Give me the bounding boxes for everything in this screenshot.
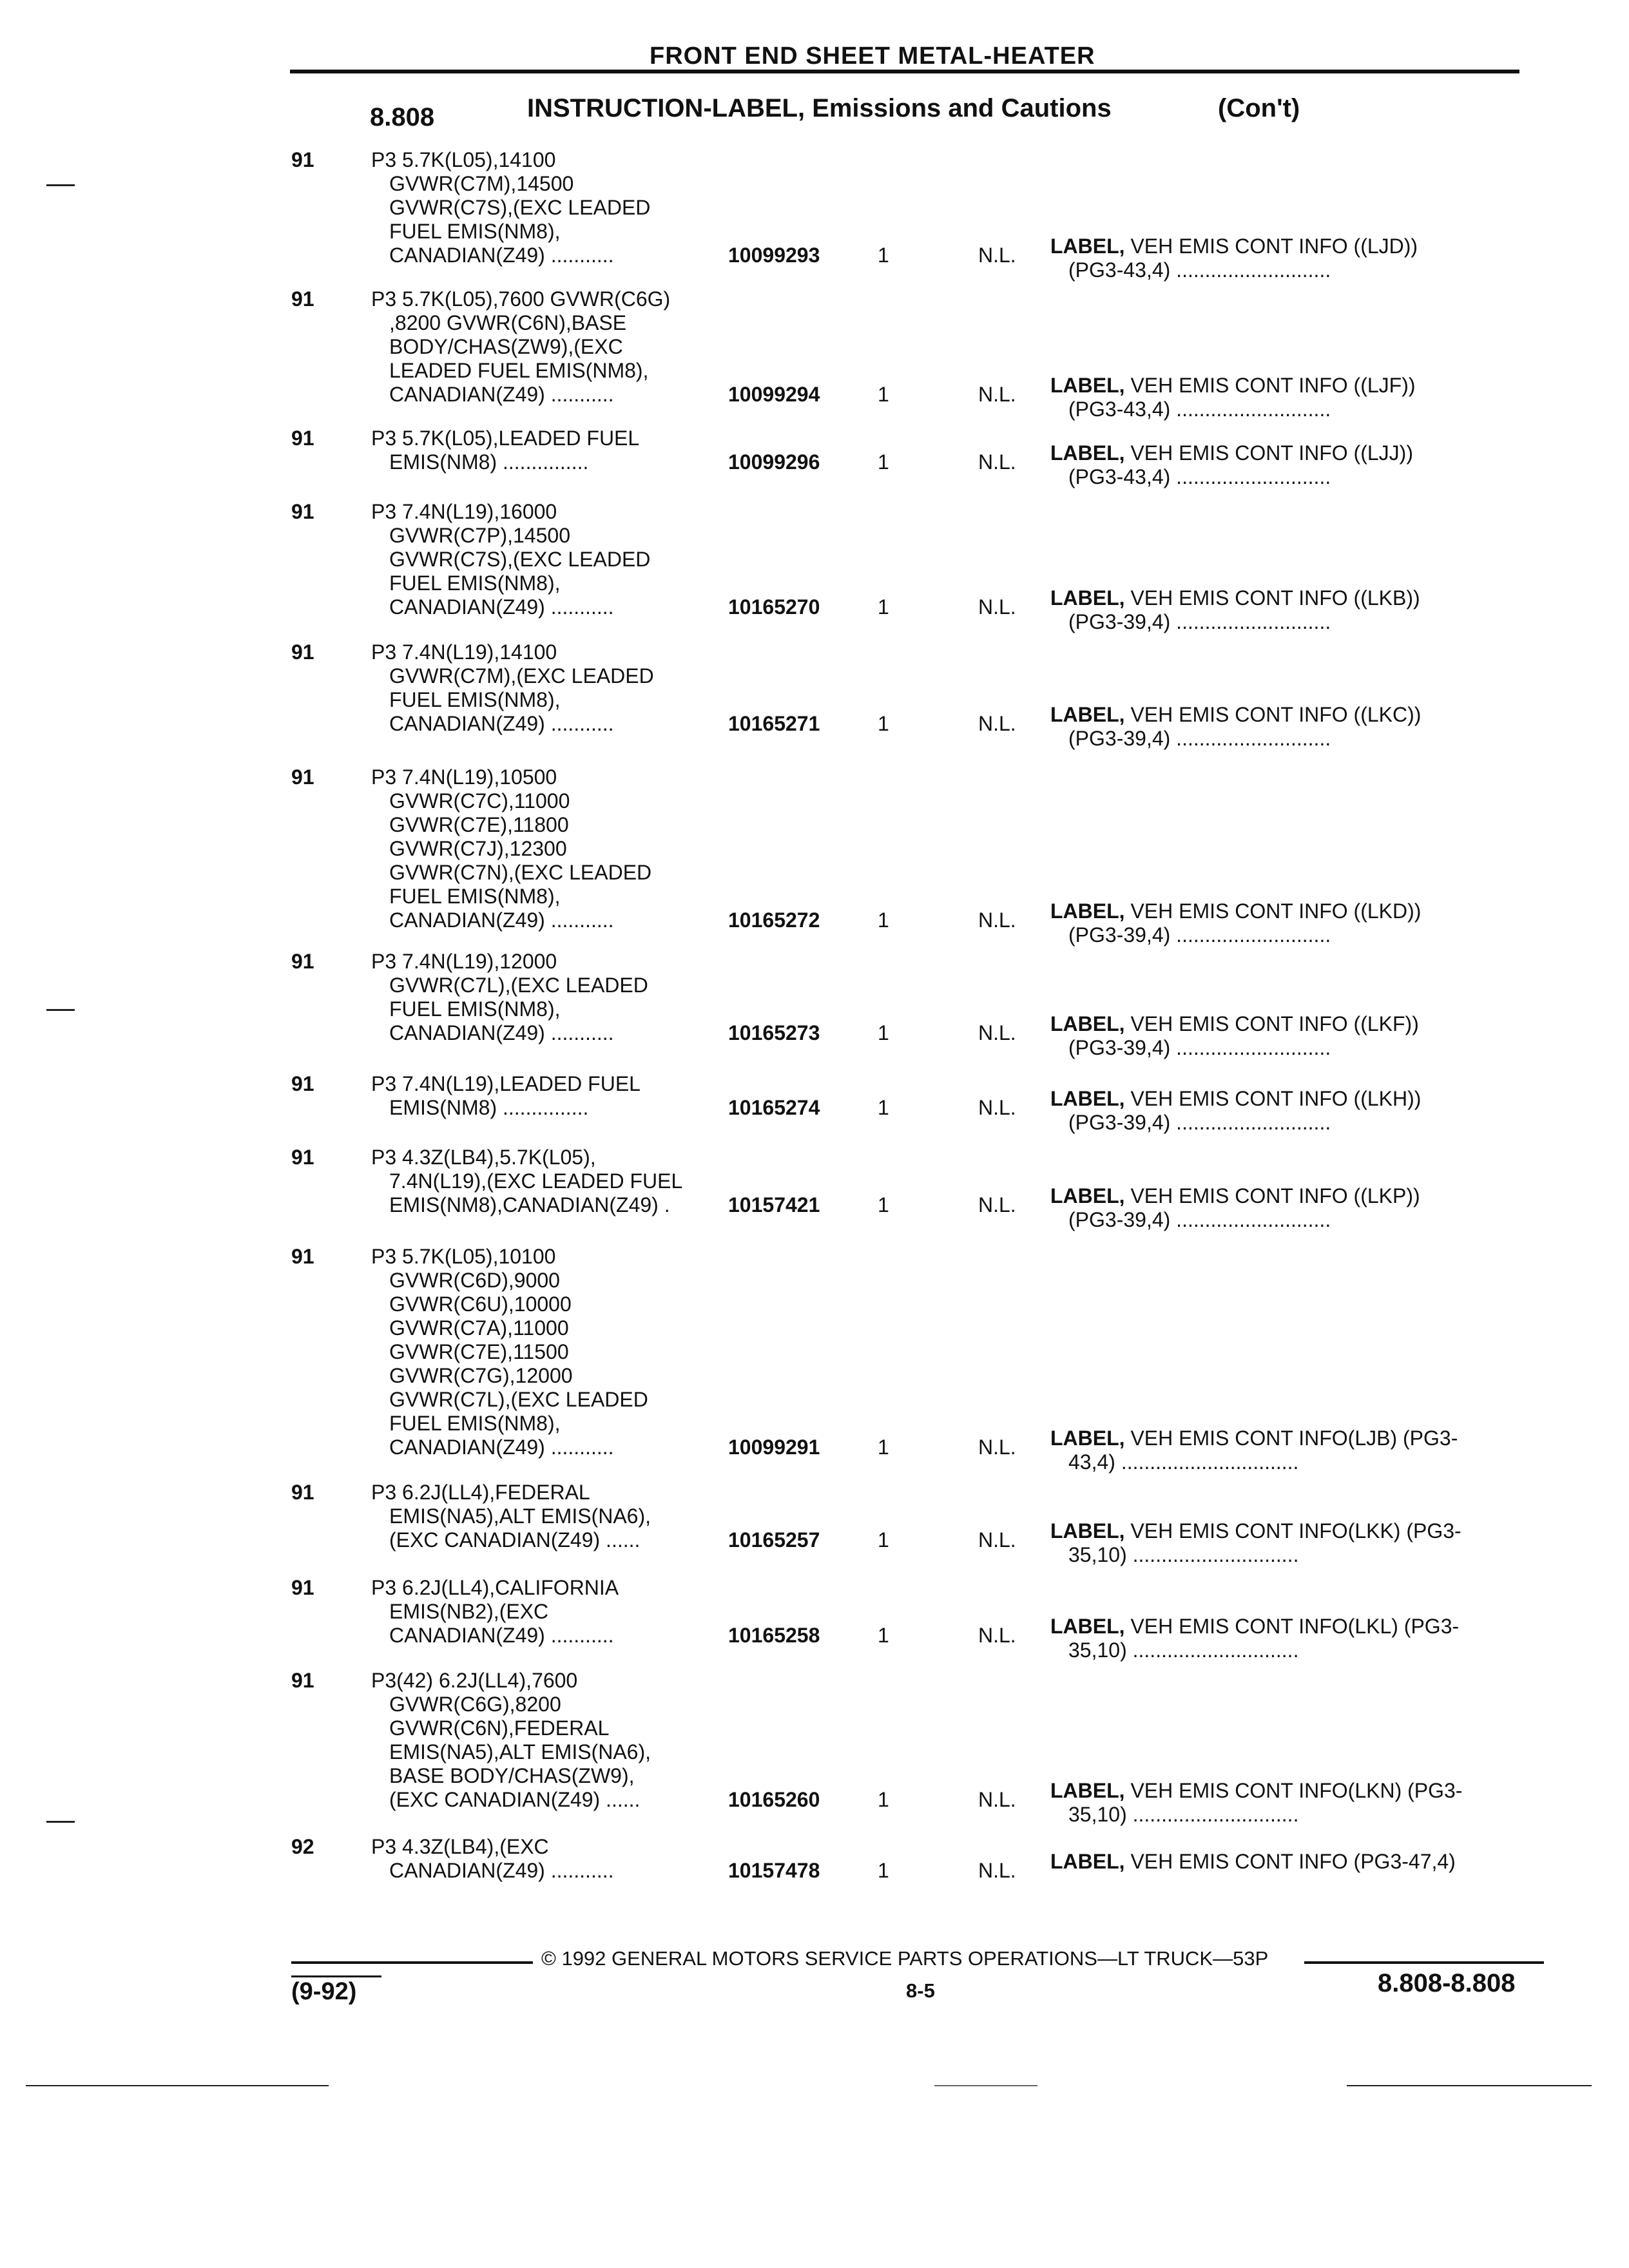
entry-label <box>1050 1519 1461 1567</box>
entry-part-number: 10165258 <box>728 1624 820 1647</box>
label-keyword: LABEL, <box>1050 703 1125 726</box>
label-line <box>1050 441 1413 465</box>
entry-quantity: 1 <box>878 908 889 932</box>
page-header-title: FRONT END SHEET METAL-HEATER <box>650 43 1095 70</box>
entry-part-number: 10099296 <box>728 450 820 474</box>
entry-description <box>371 287 670 407</box>
label-text: VEH EMIS CONT INFO ((LKD)) <box>1124 899 1422 923</box>
description-line: LEADED FUEL EMIS(NM8), <box>389 359 649 382</box>
label-text: VEH EMIS CONT INFO(LKK) (PG3- <box>1124 1519 1461 1542</box>
entry-nl: N.L. <box>978 712 1016 735</box>
description-line: P3 5.7K(L05),10100 <box>371 1245 556 1268</box>
label-keyword: LABEL, <box>1050 1519 1125 1542</box>
label-line <box>1050 1427 1458 1450</box>
label-reference: 35,10) ............................. <box>1068 1543 1299 1566</box>
entry-quantity: 1 <box>878 1788 889 1811</box>
label-line <box>1050 1012 1419 1036</box>
label-reference: (PG3-43,4) ........................... <box>1068 258 1331 282</box>
entry-description <box>371 1146 682 1217</box>
entry-description <box>371 1072 641 1120</box>
entry-quantity: 1 <box>878 1096 889 1119</box>
description-line: EMIS(NM8) ............... <box>389 450 589 474</box>
description-line: EMIS(NB2),(EXC <box>389 1600 549 1623</box>
description-line: GVWR(C7E),11500 <box>389 1340 569 1363</box>
description-line: GVWR(C6G),8200 <box>389 1693 561 1716</box>
entry-quantity: 1 <box>878 712 889 735</box>
entry-nl: N.L. <box>978 1624 1016 1647</box>
entry-code: 91 <box>291 1669 314 1692</box>
entry-nl: N.L. <box>978 1788 1016 1811</box>
entry-nl: N.L. <box>978 1021 1016 1044</box>
entry-quantity: 1 <box>878 450 889 474</box>
description-line: GVWR(C7J),12300 <box>389 837 567 860</box>
label-reference: (PG3-39,4) ........................... <box>1068 1036 1331 1059</box>
label-keyword: LABEL, <box>1050 1184 1125 1207</box>
description-line: CANADIAN(Z49) ........... <box>389 383 614 406</box>
description-line: P3 7.4N(L19),LEADED FUEL <box>371 1072 641 1095</box>
entry-description <box>371 427 639 474</box>
entry-part-number: 10165270 <box>728 595 820 619</box>
description-line: GVWR(C6U),10000 <box>389 1293 572 1316</box>
entry-description <box>371 1245 648 1459</box>
label-line <box>1050 374 1416 398</box>
entry-code: 91 <box>291 1481 314 1504</box>
label-reference: (PG3-43,4) ........................... <box>1068 465 1331 488</box>
entry-label <box>1050 1615 1459 1662</box>
entry-quantity: 1 <box>878 244 889 267</box>
description-line: FUEL EMIS(NM8), <box>389 997 561 1021</box>
label-keyword: LABEL, <box>1050 1779 1125 1802</box>
entry-nl: N.L. <box>978 244 1016 267</box>
entry-part-number: 10165273 <box>728 1021 820 1044</box>
description-line: GVWR(C7L),(EXC LEADED <box>389 1388 648 1411</box>
description-line: 7.4N(L19),(EXC LEADED FUEL <box>389 1169 683 1193</box>
entry-part-number: 10099293 <box>728 244 820 267</box>
description-line: GVWR(C6N),FEDERAL <box>389 1716 610 1740</box>
description-line: CANADIAN(Z49) ........... <box>389 1436 614 1459</box>
entry-part-number: 10165272 <box>728 908 820 932</box>
scan-line <box>26 2085 329 2086</box>
description-line: (EXC CANADIAN(Z49) ...... <box>389 1528 641 1552</box>
entry-nl: N.L. <box>978 1859 1016 1882</box>
entry-label <box>1050 1427 1458 1474</box>
punch-mark <box>46 184 75 186</box>
label-reference: (PG3-39,4) ........................... <box>1068 727 1331 750</box>
label-keyword: LABEL, <box>1050 1615 1125 1638</box>
entry-part-number: 10157421 <box>728 1193 820 1216</box>
description-line: P3 4.3Z(LB4),5.7K(L05), <box>371 1146 596 1169</box>
entry-part-number: 10157478 <box>728 1859 820 1882</box>
entry-description <box>371 1835 614 1883</box>
entry-description <box>371 950 648 1045</box>
label-text: VEH EMIS CONT INFO(LJB) (PG3- <box>1124 1427 1458 1450</box>
description-line: (EXC CANADIAN(Z49) ...... <box>389 1788 641 1811</box>
entry-code: 91 <box>291 640 314 664</box>
description-line: P3 7.4N(L19),10500 <box>371 765 557 789</box>
entry-label <box>1050 441 1413 489</box>
footer-copyright: © 1992 GENERAL MOTORS SERVICE PARTS OPERATIONS—LT TRUCK—53P <box>541 1947 1269 1970</box>
description-line: GVWR(C7C),11000 <box>389 789 570 812</box>
footer-rule-date <box>291 1975 381 1977</box>
entry-label <box>1050 1779 1462 1827</box>
description-line: GVWR(C6D),9000 <box>389 1269 560 1292</box>
entry-label <box>1050 899 1421 947</box>
description-line: P3 6.2J(LL4),FEDERAL <box>371 1481 590 1504</box>
entry-label <box>1050 235 1418 282</box>
entry-description <box>371 1576 619 1648</box>
label-keyword: LABEL, <box>1050 1427 1125 1450</box>
entry-description <box>371 500 650 619</box>
label-reference: (PG3-39,4) ........................... <box>1068 1208 1331 1231</box>
label-text: VEH EMIS CONT INFO ((LKC)) <box>1124 703 1422 726</box>
entry-code: 92 <box>291 1835 314 1858</box>
label-keyword: LABEL, <box>1050 586 1125 610</box>
description-line: GVWR(C7G),12000 <box>389 1364 573 1387</box>
entry-label <box>1050 586 1420 634</box>
entry-nl: N.L. <box>978 595 1016 619</box>
description-line: BODY/CHAS(ZW9),(EXC <box>389 335 623 358</box>
description-line: P3 5.7K(L05),14100 <box>371 148 556 171</box>
label-text: VEH EMIS CONT INFO(LKN) (PG3- <box>1124 1779 1463 1802</box>
label-keyword: LABEL, <box>1050 1012 1125 1035</box>
label-text: VEH EMIS CONT INFO ((LKB)) <box>1124 586 1420 610</box>
description-line: CANADIAN(Z49) ........... <box>389 908 614 932</box>
label-line <box>1050 703 1421 727</box>
description-line: FUEL EMIS(NM8), <box>389 688 561 711</box>
entry-description <box>371 148 650 267</box>
footer-rule-right <box>1304 1961 1544 1964</box>
label-reference: (PG3-39,4) ........................... <box>1068 923 1331 947</box>
label-line <box>1050 899 1421 923</box>
label-line <box>1050 1087 1421 1111</box>
description-line: P3 4.3Z(LB4),(EXC <box>371 1835 549 1858</box>
scan-line <box>934 2085 1037 2086</box>
description-line: P3 7.4N(L19),16000 <box>371 500 557 523</box>
label-reference: (PG3-43,4) ........................... <box>1068 398 1331 421</box>
entry-description <box>371 1669 651 1812</box>
entry-part-number: 10165274 <box>728 1096 820 1119</box>
entry-label <box>1050 1184 1420 1232</box>
description-line: FUEL EMIS(NM8), <box>389 572 561 595</box>
entry-nl: N.L. <box>978 908 1016 932</box>
description-line: CANADIAN(Z49) ........... <box>389 1624 614 1647</box>
label-reference: 35,10) ............................. <box>1068 1639 1299 1662</box>
label-text: VEH EMIS CONT INFO (PG3-47,4) <box>1124 1850 1456 1873</box>
description-line: P3 7.4N(L19),12000 <box>371 950 557 973</box>
description-line: FUEL EMIS(NM8), <box>389 220 561 243</box>
description-line: EMIS(NA5),ALT EMIS(NA6), <box>389 1504 651 1528</box>
label-line <box>1050 235 1418 258</box>
description-line: ,8200 GVWR(C6N),BASE <box>389 311 627 334</box>
punch-mark <box>46 1009 75 1011</box>
entry-part-number: 10099294 <box>728 383 820 406</box>
entry-nl: N.L. <box>978 1436 1016 1459</box>
label-text: VEH EMIS CONT INFO ((LJF)) <box>1124 374 1416 397</box>
entry-quantity: 1 <box>878 1528 889 1552</box>
entry-part-number: 10099291 <box>728 1436 820 1459</box>
entry-label <box>1050 703 1421 751</box>
description-line: GVWR(C7N),(EXC LEADED <box>389 861 652 884</box>
entry-code: 91 <box>291 1146 314 1169</box>
section-title: INSTRUCTION-LABEL, Emissions and Cautions <box>527 94 1112 122</box>
entry-code: 91 <box>291 148 314 171</box>
description-line: CANADIAN(Z49) ........... <box>389 1021 614 1044</box>
label-line <box>1050 1519 1461 1543</box>
entry-nl: N.L. <box>978 383 1016 406</box>
label-reference: (PG3-39,4) ........................... <box>1068 1111 1331 1134</box>
entry-nl: N.L. <box>978 1193 1016 1216</box>
description-line: CANADIAN(Z49) ........... <box>389 712 614 735</box>
label-text: VEH EMIS CONT INFO ((LKF)) <box>1124 1012 1419 1035</box>
entry-quantity: 1 <box>878 1021 889 1044</box>
entry-code: 91 <box>291 1245 314 1268</box>
description-line: P3 7.4N(L19),14100 <box>371 640 557 664</box>
description-line: EMIS(NM8) ............... <box>389 1096 589 1119</box>
entry-description <box>371 640 654 736</box>
entry-code: 91 <box>291 427 314 450</box>
label-reference: 35,10) ............................. <box>1068 1803 1299 1826</box>
entry-code: 91 <box>291 500 314 523</box>
entry-quantity: 1 <box>878 1436 889 1459</box>
entry-quantity: 1 <box>878 383 889 406</box>
description-line: GVWR(C7L),(EXC LEADED <box>389 974 648 997</box>
description-line: GVWR(C7M),14500 <box>389 172 574 195</box>
description-line: FUEL EMIS(NM8), <box>389 885 561 908</box>
description-line: GVWR(C7E),11800 <box>389 813 569 836</box>
scan-line <box>1347 2085 1592 2086</box>
entry-label <box>1050 1012 1419 1060</box>
entry-part-number: 10165260 <box>728 1788 820 1811</box>
label-reference: 43,4) ............................... <box>1068 1450 1299 1474</box>
entry-nl: N.L. <box>978 1096 1016 1119</box>
description-line: EMIS(NM8),CANADIAN(Z49) . <box>389 1193 670 1216</box>
label-text: VEH EMIS CONT INFO ((LKP)) <box>1124 1184 1420 1207</box>
punch-mark <box>46 1821 75 1823</box>
description-line: P3 5.7K(L05),LEADED FUEL <box>371 427 640 450</box>
description-line: P3(42) 6.2J(LL4),7600 <box>371 1669 578 1692</box>
entry-quantity: 1 <box>878 1624 889 1647</box>
description-line: P3 5.7K(L05),7600 GVWR(C6G) <box>371 287 671 311</box>
label-keyword: LABEL, <box>1050 1850 1125 1873</box>
description-line: GVWR(C7M),(EXC LEADED <box>389 664 654 687</box>
entry-quantity: 1 <box>878 1193 889 1216</box>
label-line <box>1050 1184 1420 1208</box>
description-line: CANADIAN(Z49) ........... <box>389 595 614 619</box>
label-keyword: LABEL, <box>1050 1087 1125 1110</box>
description-line: GVWR(C7P),14500 <box>389 524 570 547</box>
footer-date: (9-92) <box>291 1978 357 2005</box>
label-text: VEH EMIS CONT INFO ((LJJ)) <box>1124 441 1413 465</box>
section-continued: (Con't) <box>1218 94 1300 122</box>
description-line: P3 6.2J(LL4),CALIFORNIA <box>371 1576 619 1599</box>
label-keyword: LABEL, <box>1050 235 1125 258</box>
entry-code: 91 <box>291 287 314 311</box>
footer-rule-left <box>291 1961 533 1964</box>
entry-code: 91 <box>291 1576 314 1599</box>
description-line: CANADIAN(Z49) ........... <box>389 1859 614 1882</box>
footer-section-range: 8.808-8.808 <box>1378 1969 1516 1997</box>
entry-quantity: 1 <box>878 595 889 619</box>
entry-label <box>1050 1087 1421 1135</box>
entry-part-number: 10165271 <box>728 712 820 735</box>
label-text: VEH EMIS CONT INFO(LKL) (PG3- <box>1124 1615 1460 1638</box>
label-line <box>1050 586 1420 610</box>
description-line: FUEL EMIS(NM8), <box>389 1412 561 1435</box>
entry-code: 91 <box>291 765 314 789</box>
section-number: 8.808 <box>370 103 435 131</box>
description-line: GVWR(C7A),11000 <box>389 1316 569 1340</box>
label-text: VEH EMIS CONT INFO ((LKH)) <box>1124 1087 1422 1110</box>
label-line <box>1050 1615 1459 1639</box>
description-line: EMIS(NA5),ALT EMIS(NA6), <box>389 1740 651 1763</box>
label-keyword: LABEL, <box>1050 374 1125 397</box>
label-line <box>1050 1850 1456 1874</box>
entry-code: 91 <box>291 950 314 973</box>
description-line: GVWR(C7S),(EXC LEADED <box>389 196 651 219</box>
label-line <box>1050 1779 1462 1803</box>
entry-nl: N.L. <box>978 450 1016 474</box>
entry-label <box>1050 374 1416 421</box>
entry-code: 91 <box>291 1072 314 1095</box>
description-line: GVWR(C7S),(EXC LEADED <box>389 548 651 571</box>
entry-label <box>1050 1850 1456 1874</box>
label-reference: (PG3-39,4) ........................... <box>1068 610 1331 633</box>
entry-part-number: 10165257 <box>728 1528 820 1552</box>
footer-page-number: 8-5 <box>906 1979 935 2002</box>
label-keyword: LABEL, <box>1050 441 1125 465</box>
entry-quantity: 1 <box>878 1859 889 1882</box>
entry-nl: N.L. <box>978 1528 1016 1552</box>
label-text: VEH EMIS CONT INFO ((LJD)) <box>1124 235 1418 258</box>
entry-description <box>371 765 651 932</box>
label-keyword: LABEL, <box>1050 899 1125 923</box>
entry-description <box>371 1481 651 1552</box>
description-line: CANADIAN(Z49) ........... <box>389 244 614 267</box>
description-line: BASE BODY/CHAS(ZW9), <box>389 1764 635 1787</box>
